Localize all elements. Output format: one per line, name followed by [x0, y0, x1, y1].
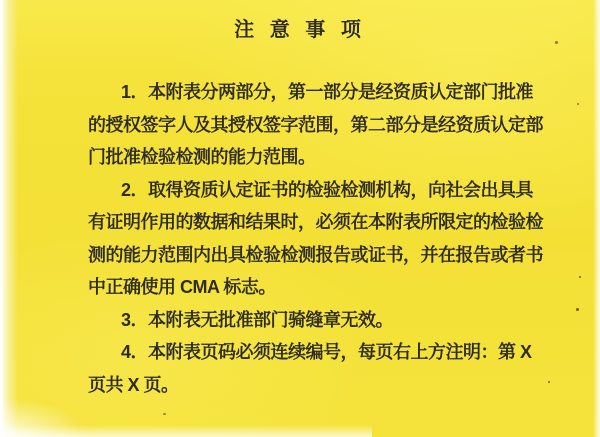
paper-speck [577, 103, 579, 105]
paragraph-2 [88, 174, 543, 304]
paper-speck [163, 413, 166, 415]
text-line: 门批准检验检测的能力范围。 [88, 147, 316, 167]
paper-speck [576, 308, 579, 311]
paper-right-edge [593, 0, 600, 437]
text-line: 中正确使用 CMA 标志。 [88, 277, 276, 297]
text-line: 有证明作用的数据和结果时，必须在本附表所限定的检验检 [88, 212, 543, 232]
text-line: 3．本附表无批准部门骑缝章无效。 [121, 309, 394, 330]
paper-speck [548, 381, 550, 383]
paragraph-3 [88, 304, 528, 337]
text-line: 测的能力范围内出具检验检测报告或证书，并在报告或者书 [88, 244, 543, 265]
notice-text-block [88, 76, 543, 401]
paragraph-1 [88, 76, 543, 174]
paper-bottom-edge [0, 425, 372, 437]
text-line: 1．本附表分两部分，第一部分是经资质认定部门批准 [121, 82, 534, 102]
paper-speck [579, 276, 581, 278]
paper-corner-fade [0, 397, 90, 437]
text-line: 4．本附表页码必须连续编号，每页右上方注明：第 X [121, 342, 532, 362]
text-line: 的授权签字人及其授权签字范围，第二部分是经资质认定部 [88, 114, 543, 135]
page-title: 注 意 事 项 [234, 19, 366, 41]
text-line: 页共 X 页。 [88, 374, 179, 395]
paper-left-edge [0, 0, 18, 437]
text-line: 2．取得资质认定证书的检验检测机构，向社会出具具 [121, 179, 534, 200]
paragraph-4 [88, 336, 532, 401]
